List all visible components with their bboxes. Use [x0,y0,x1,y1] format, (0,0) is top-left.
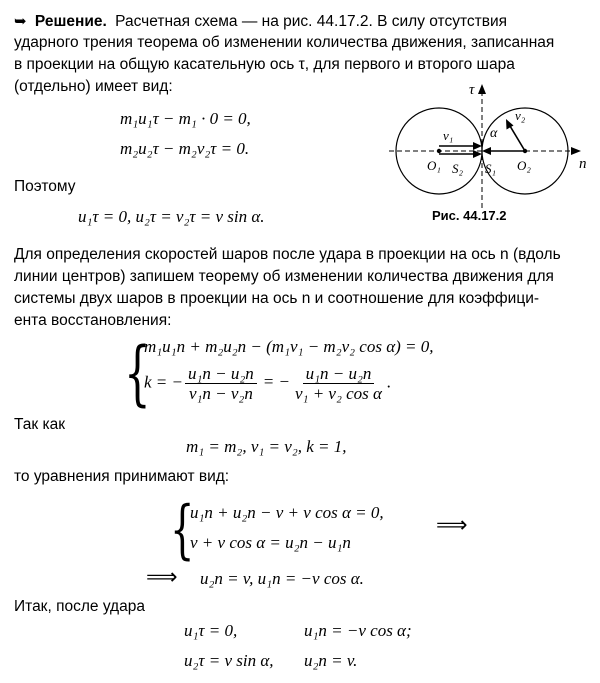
o1-label: O₁ [427,158,441,173]
system1-row-1: m₁u₁n + m₂u₂n − (m₁v₁ − m₂v₂ cos α) = 0, [144,337,434,356]
v2-label: v₂ [515,108,526,123]
solution-heading: Решение. [34,13,107,30]
v1-label: v₁ [443,128,454,143]
final-b2: u₂n = v. [304,651,358,670]
condition-equation: m₁ = m₂, v₁ = v₂, k = 1, [186,437,347,456]
result-equation: u₂n = v, u₁n = −v cos α. [200,569,364,588]
frac2-denominator: v₁ + v₂ cos α [295,384,382,403]
v2-vector [510,126,525,151]
figure-caption: Рис. 44.17.2 [432,208,507,223]
para2-line-4: ента восстановления: [14,312,172,329]
s2-label: S₂ [452,161,464,176]
equation-1a: m₁u₁τ − m₁ · 0 = 0, [120,109,251,128]
system2-row-1: u₁n + u₂n − v + v cos α = 0, [190,503,384,522]
system1-row-2: k = − $\frac{\text{u₁n − u₂n}}{\text{v₁n − v₂n}}$ = − $\frac{\text{u₁n − u₂n}}{\text{v₁ + v₂ cos α}}$ . [144,364,392,403]
para2-line-1: Для определения скоростей шаров после удара в проекции на ось n (вдоль [14,246,561,263]
final-b1: u₂τ = v sin α, [184,651,274,670]
tau-axis-arrow [478,84,486,94]
then-text: то уравнения принимают вид: [14,468,230,485]
frac2-numerator: u₁n − u₂n [303,364,375,384]
para2-line-2: линии центров) запишем теорему об изменении количества движения для [14,268,554,285]
s1-label: S₁ [485,161,497,176]
system2-brace: { [170,493,195,567]
intro-line-2: ударного трения теорема об изменении количества движения, записанная [14,34,555,51]
equation-2: u₁τ = 0, u₂τ = v₂τ = v sin α. [78,207,265,226]
equation-1b: m₂u₂τ − m₂v₂τ = 0. [120,139,250,158]
n-axis-arrow [571,147,581,155]
alpha-label: α [490,126,498,141]
n-label: n [579,156,587,172]
frac1-denominator: v₁n − v₂n [188,384,253,403]
final-a1: u₁τ = 0, [184,621,238,640]
intro-line-3: в проекции на общую касательную ось τ, для первого и второго шара [14,56,515,73]
center-o1 [437,149,441,153]
therefore-text: Поэтому [14,178,76,195]
since-text: Так как [14,416,66,433]
system1-brace: { [124,332,151,414]
tau-label: τ [469,82,475,98]
o2-label: O₂ [517,158,531,173]
intro-line-4: (отдельно) имеет вид: [14,78,173,95]
implies-symbol-2: ⟹ [146,564,178,589]
intro-line-1 [14,10,507,33]
frac1-numerator: u₁n − u₂n [185,364,257,384]
para2-line-3: системы двух шаров в проекции на ось n и соотношение для коэффици- [14,290,540,307]
arrow-icon: ➥ [14,12,27,30]
system2-row-2: v + v cos α = u₂n − u₁n [190,533,351,552]
final-a2: u₁n = −v cos α; [304,621,412,640]
intro-text-1: Расчетная схема — на рис. 44.17.2. В силу отсутствия [115,13,508,30]
figure-44-17-2 [385,80,595,210]
finally-text: Итак, после удара [14,598,145,615]
implies-symbol-1: ⟹ [436,512,468,537]
